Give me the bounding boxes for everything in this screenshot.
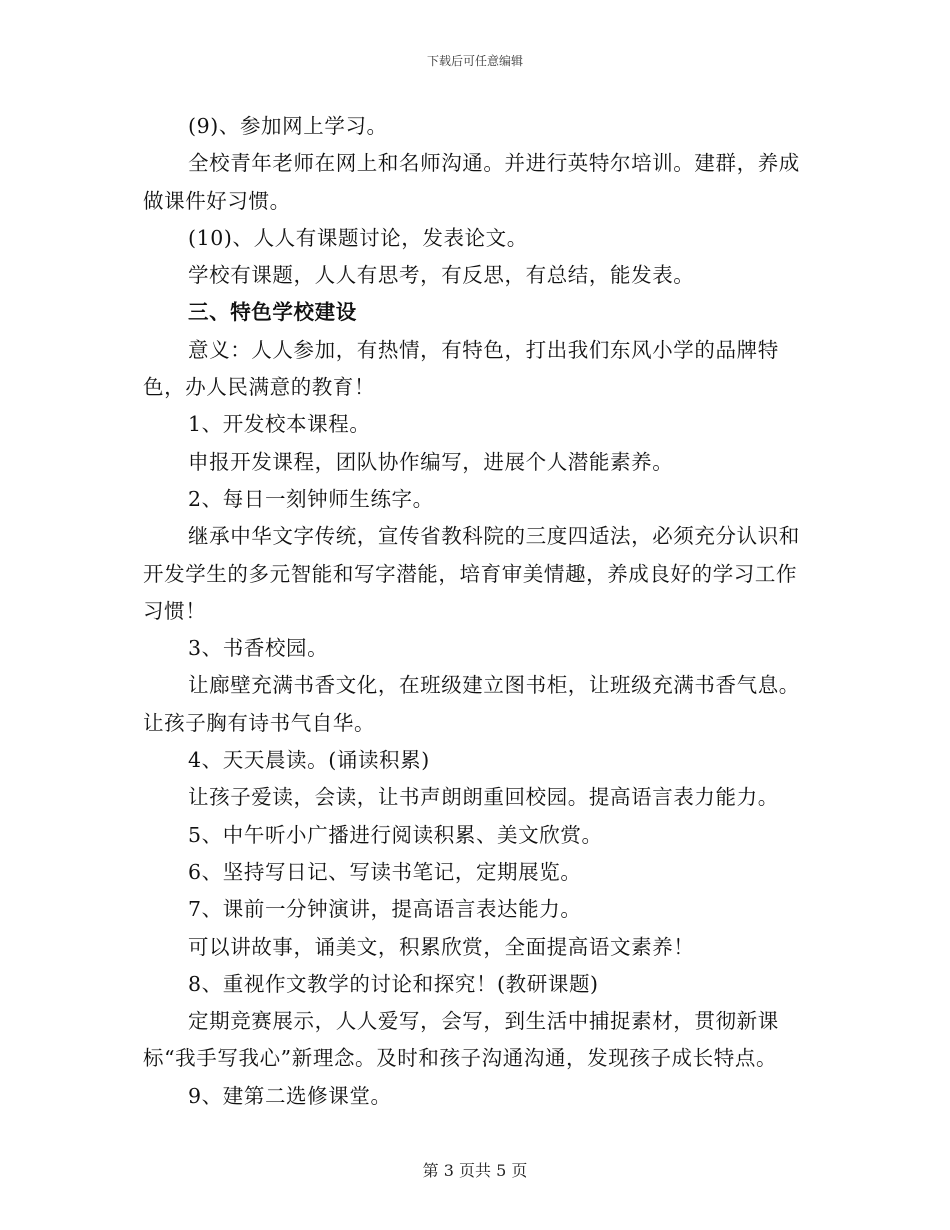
paragraph: 5、中午听小广播进行阅读积累、美文欣赏。 [188, 822, 603, 847]
page-footer: 第 3 页共 5 页 [422, 1161, 528, 1180]
paragraph: 2、每日一刻钟师生练字。 [188, 486, 434, 511]
paragraph: 1、开发校本课程。 [188, 412, 371, 437]
page-header: 下载后可任意编辑 [426, 54, 523, 68]
paragraph: 定期竞赛展示，人人爱写，会写，到生活中捕捉素材，贯彻新课标“我手写我心”新理念。及时和孩子沟通沟通，发现孩子成长特点。 [143, 1009, 779, 1071]
paragraph: 7、课前一分钟演讲，提高语言表达能力。 [188, 897, 582, 922]
paragraph: 意义：人人参加，有热情，有特色，打出我们东风小学的品牌特色，办人民满意的教育！ [143, 337, 779, 400]
paragraph: 让廊壁充满书香文化，在班级建立图书柜，让班级充满书香气息。让孩子胸有诗书气自华。 [143, 673, 800, 735]
section-heading: 三、特色学校建设 [188, 300, 357, 325]
paragraph: 全校青年老师在网上和名师沟通。并进行英特尔培训。建群，养成做课件好习惯。 [143, 151, 800, 213]
paragraph: 申报开发课程，团队协作编写，进展个人潜能素养。 [188, 449, 674, 474]
document-body [143, 108, 807, 1115]
paragraph: (9)、参加网上学习。 [188, 114, 388, 138]
paragraph: 3、书香校园。 [188, 636, 329, 661]
paragraph: 6、坚持写日记、写读书笔记，定期展览。 [188, 859, 582, 884]
paragraph: (10)、人人有课题讨论，发表论文。 [188, 225, 528, 250]
paragraph: 继承中华文字传统，宣传省教科院的三度四适法，必须充分认识和开发学生的多元智能和写字潜能，培育审美情趣，养成良好的学习工作习惯！ [143, 524, 800, 623]
paragraph: 学校有课题，人人有思考，有反思，有总结，能发表。 [188, 263, 695, 288]
paragraph: 4、天天晨读。(诵读积累) [188, 748, 430, 773]
paragraph: 8、重视作文教学的讨论和探究！(教研课题) [188, 971, 599, 996]
paragraph: 让孩子爱读，会读，让书声朗朗重回校园。提高语言表力能力。 [188, 785, 779, 810]
paragraph: 9、建第二选修课堂。 [188, 1083, 392, 1108]
paragraph: 可以讲故事，诵美文，积累欣赏，全面提高语文素养！ [188, 934, 695, 959]
